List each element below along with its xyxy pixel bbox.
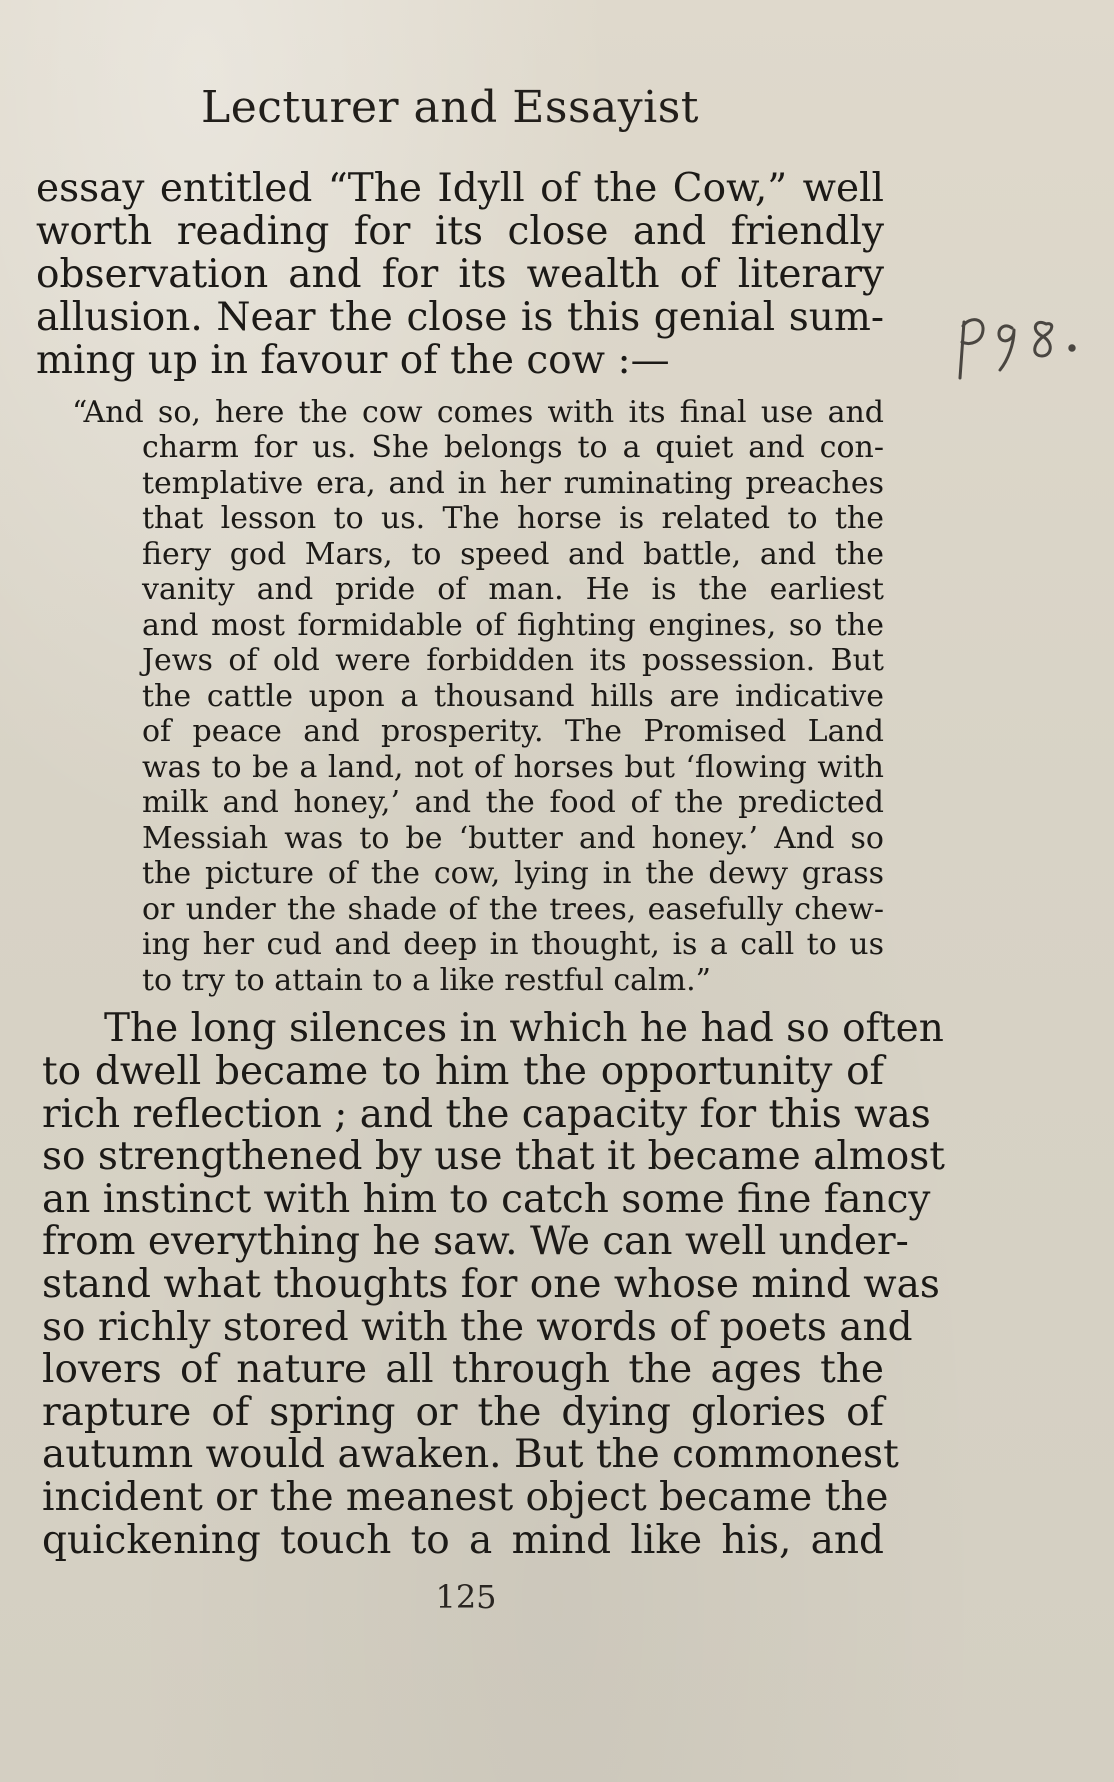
paragraph-1-line: essay entitled “The Idyll of the Cow,” well xyxy=(36,166,884,211)
quotation-line: to try to attain to a like restful calm.” xyxy=(142,963,711,998)
quotation-line: or under the shade of the trees, easefully chew- xyxy=(142,892,884,927)
quotation-line: the picture of the cow, lying in the dewy grass xyxy=(142,856,884,891)
handwritten-margin-note xyxy=(950,300,1114,390)
paragraph-2-line: quickening touch to a mind like his, and xyxy=(42,1518,884,1563)
quotation-line: ing her cud and deep in thought, is a call to us xyxy=(142,927,884,962)
paragraph-2-line: to dwell became to him the opportunity of xyxy=(42,1049,884,1094)
quotation-line: “And so, here the cow comes with its final use and xyxy=(72,395,884,430)
quotation-line: milk and honey,’ and the food of the predicted xyxy=(142,785,884,820)
running-head: Lecturer and Essayist xyxy=(201,82,699,133)
quotation-line: charm for us. She belongs to a quiet and con- xyxy=(142,430,884,465)
quotation-line: templative era, and in her ruminating preaches xyxy=(142,466,884,501)
quotation-line: was to be a land, not of horses but ‘flowing with xyxy=(142,750,884,785)
paragraph-1-line: ming up in favour of the cow :— xyxy=(36,338,670,383)
paragraph-2-line: so strengthened by use that it became almost xyxy=(42,1134,945,1179)
paragraph-1-line: worth reading for its close and friendly xyxy=(36,209,884,254)
paragraph-2-line: autumn would awaken. But the commonest xyxy=(42,1432,899,1477)
paragraph-2-line: rapture of spring or the dying glories of xyxy=(42,1390,884,1435)
paragraph-1-line: observation and for its wealth of literary xyxy=(36,252,884,297)
quotation-line: vanity and pride of man. He is the earliest xyxy=(142,572,884,607)
paragraph-2-line: rich reflection ; and the capacity for this was xyxy=(42,1092,931,1137)
paragraph-1-line: allusion. Near the close is this genial sum- xyxy=(36,295,884,340)
quotation-line: that lesson to us. The horse is related to the xyxy=(142,501,884,536)
quotation-line: Messiah was to be ‘butter and honey.’ And so xyxy=(142,821,884,856)
quotation-line: fiery god Mars, to speed and battle, and the xyxy=(142,537,884,572)
paragraph-2-line: The long silences in which he had so often xyxy=(104,1006,944,1051)
quotation-line: the cattle upon a thousand hills are indicative xyxy=(142,679,884,714)
paragraph-2-line: incident or the meanest object became the xyxy=(42,1475,889,1520)
quotation-line: of peace and prosperity. The Promised Land xyxy=(142,714,884,749)
quotation-line: and most formidable of fighting engines, so the xyxy=(142,608,884,643)
paragraph-2-line: stand what thoughts for one whose mind was xyxy=(42,1262,940,1307)
paragraph-2-line: so richly stored with the words of poets and xyxy=(42,1305,913,1350)
paragraph-2-line: an instinct with him to catch some fine fancy xyxy=(42,1177,931,1222)
page-number: 125 xyxy=(435,1578,497,1616)
paragraph-2-line: from everything he saw. We can well under- xyxy=(42,1219,909,1264)
quotation-line: Jews of old were forbidden its possession. But xyxy=(142,643,884,678)
paragraph-2-line: lovers of nature all through the ages the xyxy=(42,1347,884,1392)
pencil-annotation-icon xyxy=(950,300,1114,390)
